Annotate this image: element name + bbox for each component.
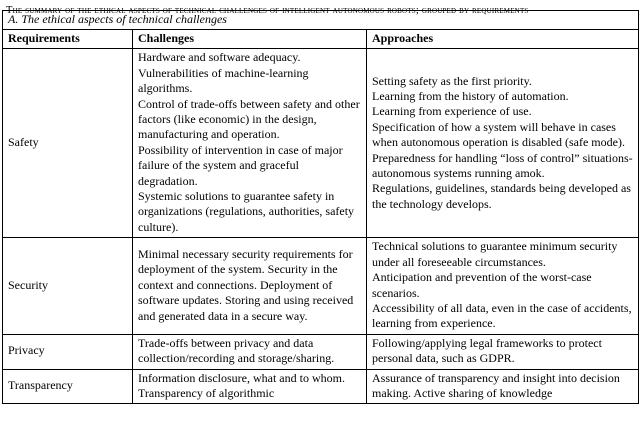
section-title: A. The ethical aspects of technical challenges (3, 11, 639, 30)
approaches-item: Following/applying legal frameworks to protect personal data, such as GDPR. (372, 335, 602, 366)
approaches-item: Regulations, guidelines, standards being developed as the technology develops. (372, 181, 631, 211)
column-header-challenges: Challenges (133, 30, 367, 49)
column-header-requirements: Requirements (3, 30, 133, 49)
approaches-item: Anticipation and prevention of the worst-case scenarios. (372, 270, 592, 300)
column-header-approaches: Approaches (367, 30, 639, 49)
table-row (3, 369, 639, 404)
challenges-item: Possibility of intervention in case of major failure of the system and graceful degradation. (138, 142, 343, 188)
challenges-item: Systemic solutions to guarantee safety in organizations (regulations, authorities, safety culture). (138, 189, 355, 234)
challenges-item: Hardware and software adequacy. (138, 50, 301, 65)
approaches-item: Technical solutions to guarantee minimum security under all foreseeable circumstances. (372, 239, 618, 269)
approaches-cell (367, 238, 639, 334)
requirement-cell: Transparency (3, 369, 133, 404)
table-caption (0, 0, 640, 16)
approaches-cell (367, 334, 639, 369)
table-row (3, 334, 639, 369)
approaches-item: Assurance of transparency and insight into decision making. Active sharing of knowledge (372, 370, 620, 400)
approaches-item: Preparedness for handling “loss of control” situations- autonomous systems running amok. (372, 150, 633, 180)
approaches-item: Setting safety as the first priority. (372, 73, 532, 88)
header-row (3, 30, 639, 49)
challenges-cell (133, 334, 367, 369)
approaches-item: Specification of how a system will behave in cases when autonomous operation is disabled (safe mode). (372, 119, 625, 150)
challenges-cell (133, 369, 367, 404)
approaches-cell (367, 369, 639, 404)
approaches-item: Accessibility of all data, even in the case of accidents, learning from experience. (372, 300, 632, 331)
challenges-item: Information disclosure, what and to whom. Transparency of algorithmic (138, 370, 345, 400)
ethics-table (2, 10, 639, 404)
challenges-item: Minimal necessary security requirements for deployment of the system. Security in the context and connections. Deployment of software updates. Storing and using received and generated data in a secure way. (138, 246, 354, 323)
approaches-item: Learning from the history of automation. (372, 88, 569, 103)
requirement-cell: Privacy (3, 334, 133, 369)
challenges-cell (133, 238, 367, 334)
challenges-cell (133, 49, 367, 238)
table-row (3, 238, 639, 334)
approaches-cell (367, 49, 639, 238)
approaches-item: Learning from experience of use. (372, 104, 532, 119)
table-row (3, 49, 639, 238)
requirement-cell: Security (3, 238, 133, 334)
challenges-item: Trade-offs between privacy and data collection/recording and storage/sharing. (138, 335, 335, 366)
challenges-item: Control of trade-offs between safety and other factors (like economic) in the design, manufacturing and operation. (138, 96, 360, 142)
table-caption-text: The summary of the ethical aspects of technical challenges of intelligent autonomous robots; grouped by requirements (6, 5, 529, 16)
requirement-cell: Safety (3, 49, 133, 238)
table-body (3, 49, 639, 404)
challenges-item: Vulnerabilities of machine-learning algorithms. (138, 65, 309, 96)
